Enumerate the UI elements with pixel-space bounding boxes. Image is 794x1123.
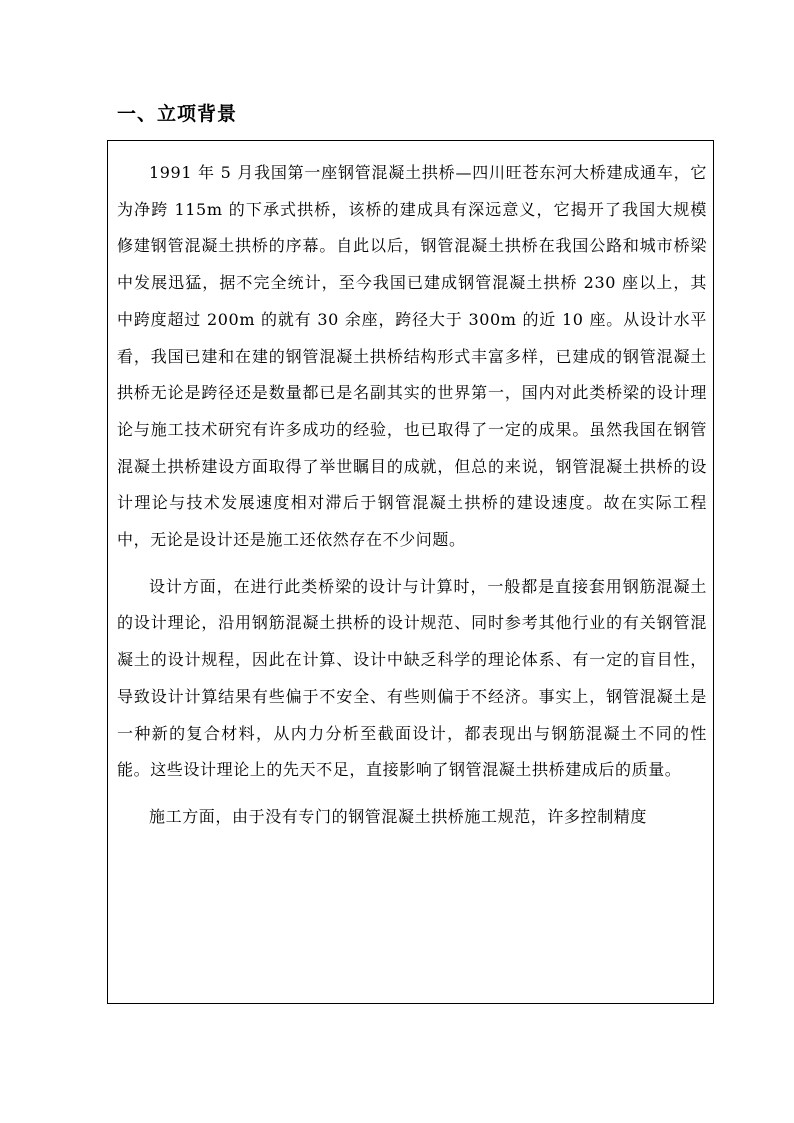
paragraph-construction: 施工方面，由于没有专门的钢管混凝土拱桥施工规范，许多控制精度 [149, 806, 648, 826]
section-heading: 一、立项背景 [117, 103, 238, 125]
content-box [107, 140, 714, 1004]
paragraph-background: 1991 年 5 月我国第一座钢管混凝土拱桥—四川旺苍东河大桥建成通车，它为净跨 115m 的下承式拱桥，该桥的建成具有深远意义，它揭开了我国大规模修建钢管混凝土拱桥的序幕。自此以后，钢管混凝土拱桥在我国公路和城市桥梁中发展迅猛，据不完全统计，至今我国已建成钢管混凝土拱桥 230 座以上，其中跨度超过 200m 的就有 30 余座，跨径大于 300m 的近 10 座。从设计水平看，我国已建和在建的钢管混凝土拱桥结构形式丰富多样，已建成的钢管混凝土拱桥无论是跨径还是数量都已是名副其实的世界第一，国内对此类桥梁的设计理论与施工技术研究有许多成功的经验，也已取得了一定的成果。虽然我国在钢管混凝土拱桥建设方面取得了举世瞩目的成就，但总的来说，钢管混凝土拱桥的设计理论与技术发展速度相对滞后于钢管混凝土拱桥的建设速度。故在实际工程中，无论是设计还是施工还依然存在不少问题。 [117, 163, 707, 550]
body-text [117, 155, 707, 846]
paragraph-design: 设计方面，在进行此类桥梁的设计与计算时，一般都是直接套用钢筋混凝土的设计理论，沿用钢筋混凝土拱桥的设计规范、同时参考其他行业的有关钢管混凝土的设计规程，因此在计算、设计中缺乏科学的理论体系、有一定的盲目性，导致设计计算结果有些偏于不安全、有些则偏于不经济。事实上，钢管混凝土是一种新的复合材料，从内力分析至截面设计，都表现出与钢筋混凝土不同的性能。这些设计理论上的先天不足，直接影响了钢管混凝土拱桥建成后的质量。 [117, 576, 707, 780]
